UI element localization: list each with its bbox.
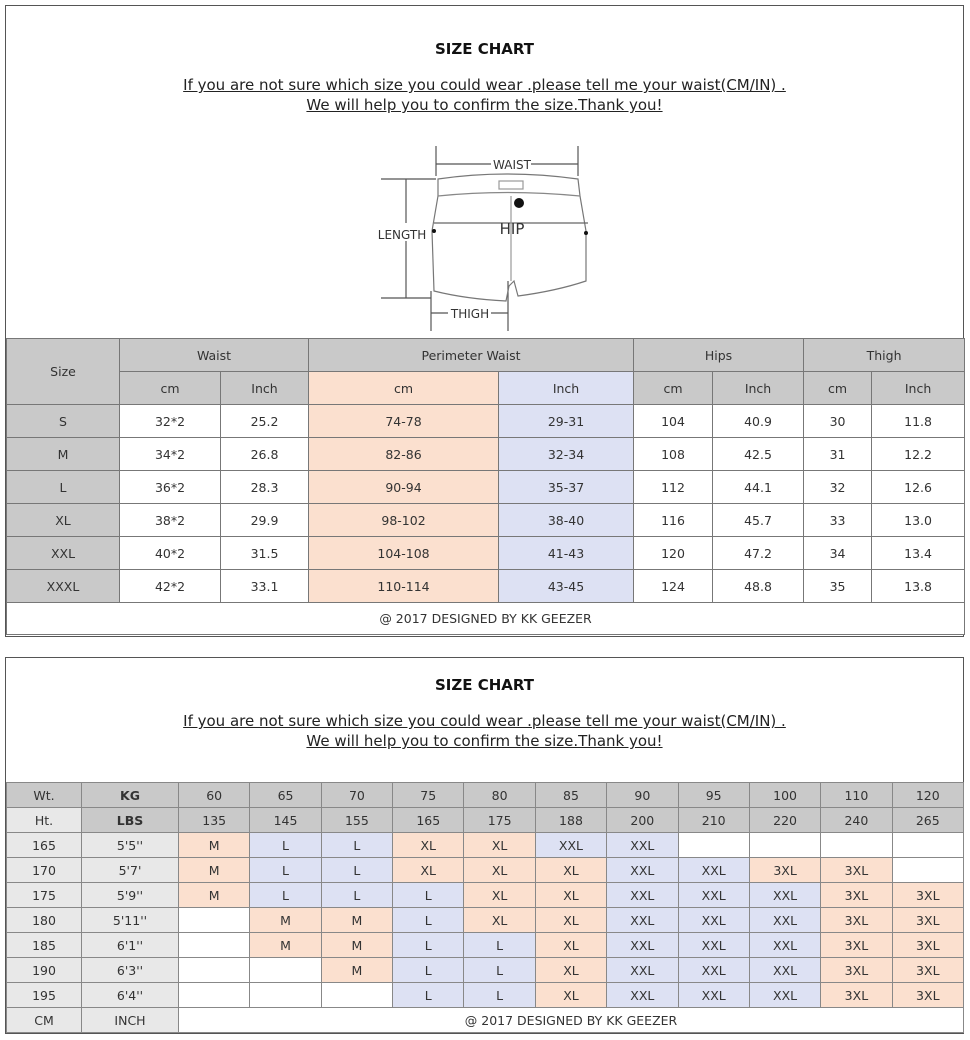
lbs-value: 165 bbox=[393, 808, 464, 833]
size-cell: XXL bbox=[607, 833, 678, 858]
footer-credit: @ 2017 DESIGNED BY KK GEEZER bbox=[179, 1008, 964, 1033]
lbs-value: 175 bbox=[464, 808, 535, 833]
cell-perimeter-inch: 41-43 bbox=[499, 537, 634, 570]
cell-waist-inch: 33.1 bbox=[221, 570, 309, 603]
length-label: LENGTH bbox=[377, 228, 427, 242]
table-row bbox=[7, 883, 964, 908]
cell-size: L bbox=[7, 471, 120, 504]
size-cell: XL bbox=[535, 958, 606, 983]
cell-perimeter-inch: 29-31 bbox=[499, 405, 634, 438]
cell-thigh-cm: 35 bbox=[804, 570, 872, 603]
height-inch: 5'7' bbox=[82, 858, 179, 883]
cell-hips-cm: 124 bbox=[634, 570, 713, 603]
cell-perimeter-cm: 90-94 bbox=[309, 471, 499, 504]
table-row bbox=[7, 438, 965, 471]
size-chart-panel-height-weight bbox=[5, 657, 964, 1034]
waist-label: WAIST bbox=[493, 158, 531, 172]
height-inch: 5'9'' bbox=[82, 883, 179, 908]
subheader-inch: Inch bbox=[221, 372, 309, 405]
kg-value: 85 bbox=[535, 783, 606, 808]
cell-thigh-cm: 30 bbox=[804, 405, 872, 438]
height-inch: 6'1'' bbox=[82, 933, 179, 958]
size-cell: L bbox=[393, 958, 464, 983]
size-cell: XL bbox=[535, 908, 606, 933]
thigh-label: THIGH bbox=[450, 307, 490, 321]
cell-size: XXXL bbox=[7, 570, 120, 603]
size-cell: XXL bbox=[607, 983, 678, 1008]
kg-value: 90 bbox=[607, 783, 678, 808]
size-cell: 3XL bbox=[892, 908, 963, 933]
size-cell bbox=[179, 933, 250, 958]
size-cell: L bbox=[464, 958, 535, 983]
size-cell: XXL bbox=[535, 833, 606, 858]
size-cell: XXL bbox=[678, 958, 749, 983]
size-cell: M bbox=[321, 908, 392, 933]
inch-label: INCH bbox=[82, 1008, 179, 1033]
cell-perimeter-cm: 104-108 bbox=[309, 537, 499, 570]
cell-perimeter-cm: 82-86 bbox=[309, 438, 499, 471]
cell-size: XL bbox=[7, 504, 120, 537]
size-cell: XL bbox=[535, 933, 606, 958]
header-hips: Hips bbox=[634, 339, 804, 372]
size-cell: XXL bbox=[749, 983, 820, 1008]
subheader-cm: cm bbox=[634, 372, 713, 405]
size-cell bbox=[179, 908, 250, 933]
size-cell: XL bbox=[535, 883, 606, 908]
size-chart-panel-measurements bbox=[5, 5, 964, 637]
cell-waist-cm: 32*2 bbox=[120, 405, 221, 438]
height-inch: 6'4'' bbox=[82, 983, 179, 1008]
cell-thigh-inch: 13.4 bbox=[872, 537, 965, 570]
kg-value: 80 bbox=[464, 783, 535, 808]
cell-waist-cm: 34*2 bbox=[120, 438, 221, 471]
kg-value: 75 bbox=[393, 783, 464, 808]
size-cell: 3XL bbox=[749, 858, 820, 883]
table-row bbox=[7, 833, 964, 858]
lbs-value: 200 bbox=[607, 808, 678, 833]
cell-hips-cm: 104 bbox=[634, 405, 713, 438]
cell-hips-inch: 47.2 bbox=[713, 537, 804, 570]
chart-subtitle-line1: If you are not sure which size you could wear .please tell me your waist(CM/IN) . bbox=[183, 76, 786, 94]
size-cell: XXL bbox=[678, 883, 749, 908]
table-row bbox=[7, 958, 964, 983]
size-cell: 3XL bbox=[892, 958, 963, 983]
cell-thigh-cm: 33 bbox=[804, 504, 872, 537]
size-cell: 3XL bbox=[821, 933, 892, 958]
hip-label: HIP bbox=[499, 220, 525, 238]
size-cell: L bbox=[321, 858, 392, 883]
height-cm: 195 bbox=[7, 983, 82, 1008]
cell-hips-cm: 108 bbox=[634, 438, 713, 471]
lbs-label: LBS bbox=[82, 808, 179, 833]
table-row bbox=[7, 570, 965, 603]
table-row bbox=[7, 537, 965, 570]
header-size: Size bbox=[7, 339, 120, 405]
cell-thigh-inch: 13.8 bbox=[872, 570, 965, 603]
kg-value: 110 bbox=[821, 783, 892, 808]
size-cell: XXL bbox=[607, 958, 678, 983]
kg-value: 70 bbox=[321, 783, 392, 808]
size-cell: XL bbox=[393, 858, 464, 883]
lbs-value: 265 bbox=[892, 808, 963, 833]
cell-waist-inch: 26.8 bbox=[221, 438, 309, 471]
table-row bbox=[7, 908, 964, 933]
cell-perimeter-cm: 74-78 bbox=[309, 405, 499, 438]
subheader-cm: cm bbox=[804, 372, 872, 405]
size-cell: XXL bbox=[749, 883, 820, 908]
height-cm: 170 bbox=[7, 858, 82, 883]
subheader-inch: Inch bbox=[872, 372, 965, 405]
size-cell: 3XL bbox=[821, 858, 892, 883]
cell-waist-inch: 29.9 bbox=[221, 504, 309, 537]
kg-value: 95 bbox=[678, 783, 749, 808]
size-cell: XL bbox=[535, 983, 606, 1008]
height-inch: 6'3'' bbox=[82, 958, 179, 983]
size-cell: 3XL bbox=[821, 958, 892, 983]
size-cell: M bbox=[179, 833, 250, 858]
kg-value: 100 bbox=[749, 783, 820, 808]
height-cm: 165 bbox=[7, 833, 82, 858]
weight-lbs-row bbox=[7, 808, 964, 833]
size-cell: XXL bbox=[607, 858, 678, 883]
cell-waist-cm: 40*2 bbox=[120, 537, 221, 570]
lbs-value: 145 bbox=[250, 808, 321, 833]
height-cm: 180 bbox=[7, 908, 82, 933]
size-cell: M bbox=[250, 908, 321, 933]
size-cell: XXL bbox=[749, 958, 820, 983]
size-cell: XXL bbox=[749, 933, 820, 958]
size-cell: M bbox=[179, 858, 250, 883]
chart-subtitle-line1: If you are not sure which size you could wear .please tell me your waist(CM/IN) . bbox=[183, 712, 786, 730]
size-cell: 3XL bbox=[892, 933, 963, 958]
size-cell: L bbox=[393, 908, 464, 933]
kg-label: KG bbox=[82, 783, 179, 808]
size-cell: XL bbox=[464, 858, 535, 883]
cell-perimeter-cm: 98-102 bbox=[309, 504, 499, 537]
cell-waist-cm: 42*2 bbox=[120, 570, 221, 603]
height-cm: 185 bbox=[7, 933, 82, 958]
lbs-value: 240 bbox=[821, 808, 892, 833]
footer-row bbox=[7, 1008, 964, 1033]
cell-perimeter-inch: 43-45 bbox=[499, 570, 634, 603]
size-cell: L bbox=[321, 883, 392, 908]
table-row bbox=[7, 471, 965, 504]
chart-title: SIZE CHART bbox=[434, 676, 534, 694]
ht-label: Ht. bbox=[7, 808, 82, 833]
size-cell: XXL bbox=[678, 983, 749, 1008]
cell-hips-cm: 112 bbox=[634, 471, 713, 504]
size-cell bbox=[749, 833, 820, 858]
size-cell: L bbox=[250, 883, 321, 908]
size-cell: XL bbox=[535, 858, 606, 883]
size-cell: XL bbox=[393, 833, 464, 858]
footer-credit: @ 2017 DESIGNED BY KK GEEZER bbox=[7, 603, 965, 635]
size-cell: 3XL bbox=[892, 883, 963, 908]
size-cell bbox=[678, 833, 749, 858]
size-cell bbox=[250, 983, 321, 1008]
subheader-inch: Inch bbox=[499, 372, 634, 405]
cell-perimeter-inch: 32-34 bbox=[499, 438, 634, 471]
wt-label: Wt. bbox=[7, 783, 82, 808]
size-cell: 3XL bbox=[892, 983, 963, 1008]
height-inch: 5'11'' bbox=[82, 908, 179, 933]
size-cell: 3XL bbox=[821, 883, 892, 908]
table-row bbox=[7, 405, 965, 438]
table-row bbox=[7, 858, 964, 883]
size-cell: XL bbox=[464, 908, 535, 933]
measurement-table bbox=[6, 338, 965, 635]
size-cell: XL bbox=[464, 833, 535, 858]
header-perimeter-waist: Perimeter Waist bbox=[309, 339, 634, 372]
lbs-value: 188 bbox=[535, 808, 606, 833]
lbs-value: 135 bbox=[179, 808, 250, 833]
kg-value: 60 bbox=[179, 783, 250, 808]
size-cell bbox=[821, 833, 892, 858]
table-row bbox=[7, 933, 964, 958]
cell-thigh-cm: 34 bbox=[804, 537, 872, 570]
size-cell: XXL bbox=[678, 933, 749, 958]
size-cell: XXL bbox=[607, 883, 678, 908]
cell-thigh-inch: 11.8 bbox=[872, 405, 965, 438]
header-waist: Waist bbox=[120, 339, 309, 372]
size-cell: M bbox=[250, 933, 321, 958]
cell-waist-inch: 31.5 bbox=[221, 537, 309, 570]
table-row bbox=[7, 983, 964, 1008]
cell-thigh-cm: 32 bbox=[804, 471, 872, 504]
size-cell: XXL bbox=[607, 933, 678, 958]
size-cell: XXL bbox=[678, 858, 749, 883]
lbs-value: 210 bbox=[678, 808, 749, 833]
cell-size: M bbox=[7, 438, 120, 471]
cell-thigh-inch: 13.0 bbox=[872, 504, 965, 537]
subheader-inch: Inch bbox=[713, 372, 804, 405]
cell-hips-inch: 48.8 bbox=[713, 570, 804, 603]
size-cell bbox=[892, 858, 963, 883]
table-row bbox=[7, 504, 965, 537]
cell-waist-cm: 38*2 bbox=[120, 504, 221, 537]
cell-hips-cm: 116 bbox=[634, 504, 713, 537]
size-cell: 3XL bbox=[821, 908, 892, 933]
cell-waist-inch: 28.3 bbox=[221, 471, 309, 504]
height-weight-table bbox=[6, 782, 964, 1033]
chart-title: SIZE CHART bbox=[434, 40, 534, 58]
cell-size: XXL bbox=[7, 537, 120, 570]
cell-perimeter-cm: 110-114 bbox=[309, 570, 499, 603]
size-cell bbox=[250, 958, 321, 983]
cell-perimeter-inch: 35-37 bbox=[499, 471, 634, 504]
cell-thigh-inch: 12.2 bbox=[872, 438, 965, 471]
size-cell: L bbox=[393, 883, 464, 908]
size-cell: L bbox=[321, 833, 392, 858]
size-cell: L bbox=[464, 933, 535, 958]
chart-subtitle-line2: We will help you to confirm the size.Thank you! bbox=[306, 732, 663, 750]
weight-kg-row bbox=[7, 783, 964, 808]
size-cell: L bbox=[250, 833, 321, 858]
size-cell bbox=[179, 958, 250, 983]
cell-size: S bbox=[7, 405, 120, 438]
cell-hips-cm: 120 bbox=[634, 537, 713, 570]
size-cell bbox=[321, 983, 392, 1008]
subheader-cm: cm bbox=[309, 372, 499, 405]
height-cm: 190 bbox=[7, 958, 82, 983]
height-inch: 5'5'' bbox=[82, 833, 179, 858]
size-cell bbox=[179, 983, 250, 1008]
size-cell: M bbox=[321, 958, 392, 983]
subheader-cm: cm bbox=[120, 372, 221, 405]
cell-thigh-cm: 31 bbox=[804, 438, 872, 471]
cell-hips-inch: 45.7 bbox=[713, 504, 804, 537]
size-cell: XL bbox=[464, 883, 535, 908]
size-cell: L bbox=[393, 933, 464, 958]
cell-hips-inch: 44.1 bbox=[713, 471, 804, 504]
lbs-value: 155 bbox=[321, 808, 392, 833]
size-cell: XXL bbox=[749, 908, 820, 933]
size-cell: M bbox=[179, 883, 250, 908]
size-cell: 3XL bbox=[821, 983, 892, 1008]
cell-hips-inch: 42.5 bbox=[713, 438, 804, 471]
cell-waist-cm: 36*2 bbox=[120, 471, 221, 504]
lbs-value: 220 bbox=[749, 808, 820, 833]
size-cell: XXL bbox=[678, 908, 749, 933]
kg-value: 65 bbox=[250, 783, 321, 808]
cm-label: CM bbox=[7, 1008, 82, 1033]
size-cell: XXL bbox=[607, 908, 678, 933]
size-cell: L bbox=[250, 858, 321, 883]
size-cell: L bbox=[464, 983, 535, 1008]
kg-value: 120 bbox=[892, 783, 963, 808]
cell-waist-inch: 25.2 bbox=[221, 405, 309, 438]
header-thigh: Thigh bbox=[804, 339, 965, 372]
cell-perimeter-inch: 38-40 bbox=[499, 504, 634, 537]
chart-subtitle-line2: We will help you to confirm the size.Thank you! bbox=[306, 96, 663, 114]
size-cell bbox=[892, 833, 963, 858]
size-cell: M bbox=[321, 933, 392, 958]
size-cell: L bbox=[393, 983, 464, 1008]
shorts-diagram bbox=[366, 141, 606, 336]
height-cm: 175 bbox=[7, 883, 82, 908]
cell-hips-inch: 40.9 bbox=[713, 405, 804, 438]
cell-thigh-inch: 12.6 bbox=[872, 471, 965, 504]
